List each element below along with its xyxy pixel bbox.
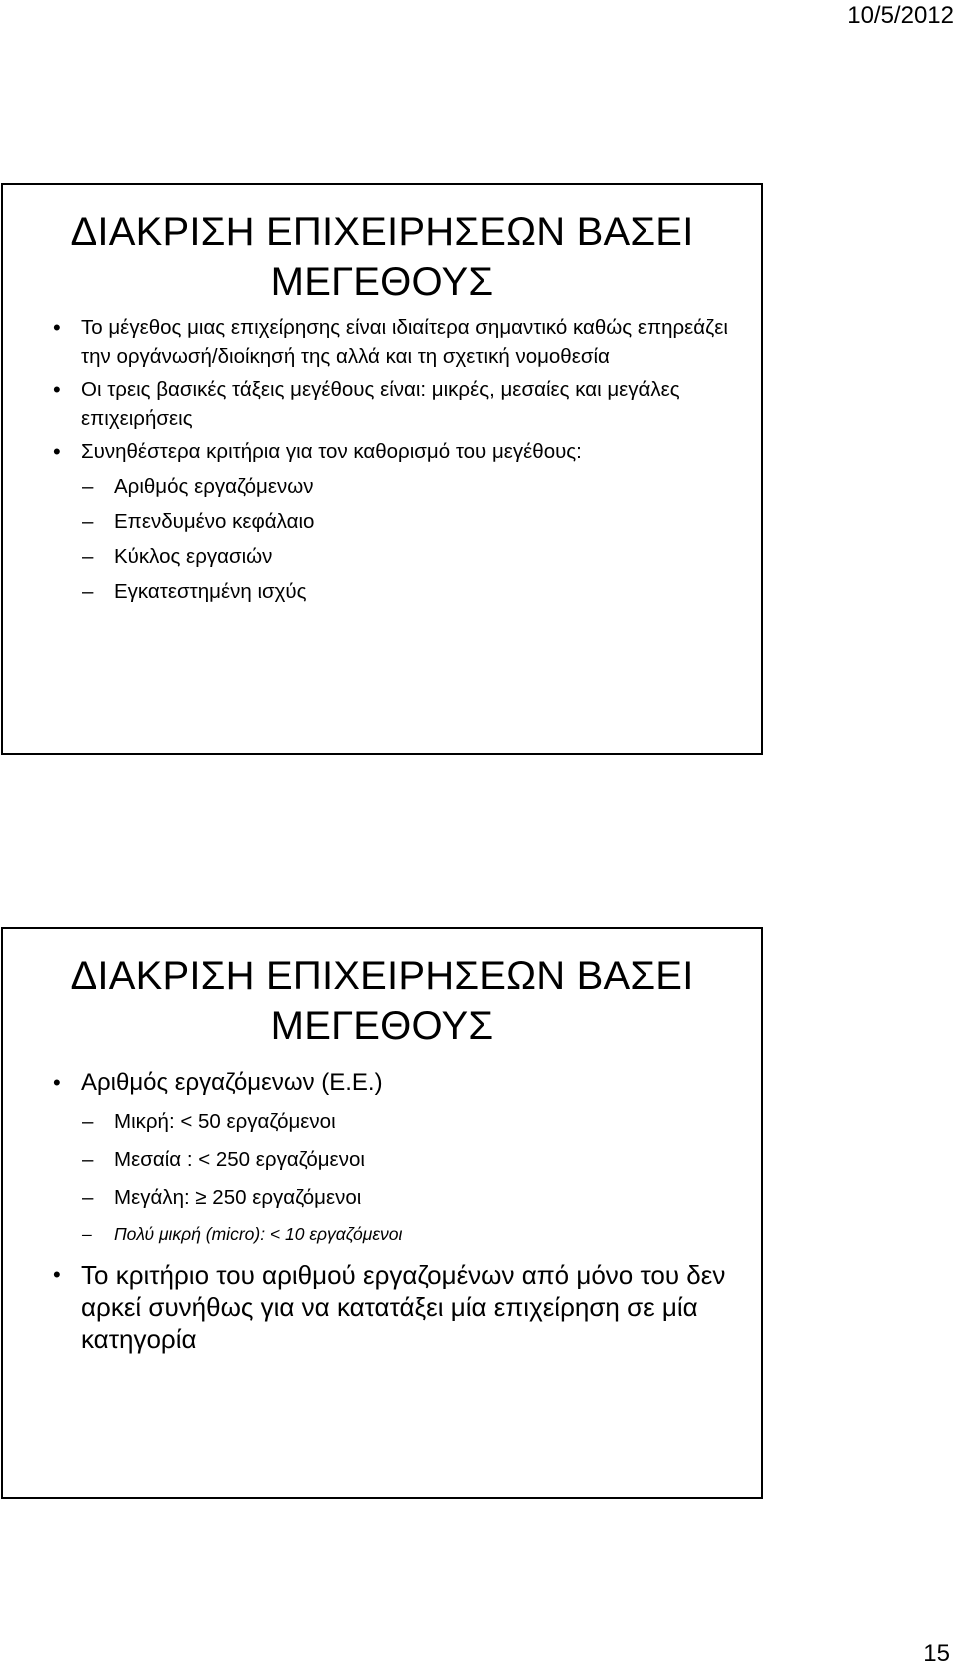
slide-title-line-2: ΜΕΓΕΘΟΥΣ [270,260,494,304]
sub-bullet-item [3,1183,761,1212]
sub-bullet-text: Κύκλος εργασιών [114,545,273,568]
slide-title-line-1: ΔΙΑΚΡΙΣΗ ΕΠΙΧΕΙΡΗΣΕΩΝ ΒΑΣΕΙ [70,954,694,998]
bullet-list [3,313,761,606]
sub-bullet-text: Εγκατεστημένη ισχύς [114,580,307,603]
bullet-dot-icon: • [53,1262,61,1287]
bullet-text: Το κριτήριο του αριθμού εργαζομένων από μόνο του δεν αρκεί συνήθως για να κατατάξει μία επιχείρηση σε μία κατηγορία [81,1260,726,1354]
slide-title [3,929,761,1051]
bullet-dot-icon: • [53,315,61,340]
sub-bullet-text: Πολύ μικρή (micro): < 10 εργαζόμενοι [114,1224,403,1244]
bullet-dot-icon: • [53,377,61,402]
dash-icon: – [82,580,94,603]
bullet-text: Το μέγεθος μιας επιχείρησης είναι ιδιαίτερα σημαντικό καθώς επηρεάζει την οργάνωσή/διοίκησή της αλλά και τη σχετική νομοθεσία [81,316,728,368]
dash-icon: – [82,1148,94,1171]
dash-icon: – [82,1110,94,1133]
sub-bullet-text: Μεσαία : < 250 εργαζόμενοι [114,1148,365,1171]
bullet-item [3,437,761,466]
sub-bullet-text: Αριθμός εργαζόμενων [114,475,314,498]
slide-title [3,185,761,307]
dash-icon: – [82,1186,94,1209]
sub-bullet-text: Μικρή: < 50 εργαζόμενοι [114,1110,336,1133]
sub-bullet-text: Μεγάλη: ≥ 250 εργαζόμενοι [114,1186,362,1209]
bullet-dot-icon: • [53,1070,61,1095]
dash-icon: – [82,545,94,568]
bullet-text: Αριθμός εργαζόμενων (Ε.Ε.) [81,1069,383,1096]
sub-bullet-item [3,1107,761,1136]
page-date: 10/5/2012 [847,2,954,29]
slide-2 [1,927,763,1499]
page-number: 15 [923,1640,950,1667]
dash-icon: – [82,510,94,533]
bullet-item [3,1259,761,1355]
sub-bullet-item [3,1221,761,1247]
bullet-list [3,1067,761,1355]
sub-bullet-item [3,507,761,536]
bullet-item [3,375,761,433]
bullet-text: Οι τρεις βασικές τάξεις μεγέθους είναι: μικρές, μεσαίες και μεγάλες επιχειρήσεις [81,378,680,430]
slide-1 [1,183,763,755]
dash-icon: – [82,1224,92,1244]
sub-bullet-item [3,472,761,501]
bullet-text: Συνηθέστερα κριτήρια για τον καθορισμό του μεγέθους: [81,440,582,463]
sub-bullet-item [3,542,761,571]
sub-bullet-item [3,577,761,606]
slide-title-line-1: ΔΙΑΚΡΙΣΗ ΕΠΙΧΕΙΡΗΣΕΩΝ ΒΑΣΕΙ [70,210,694,254]
bullet-item [3,313,761,371]
slide-title-line-2: ΜΕΓΕΘΟΥΣ [270,1004,494,1048]
bullet-dot-icon: • [53,439,61,464]
dash-icon: – [82,475,94,498]
sub-bullet-item [3,1145,761,1174]
sub-bullet-text: Επενδυμένο κεφάλαιο [114,510,315,533]
bullet-item [3,1067,761,1099]
